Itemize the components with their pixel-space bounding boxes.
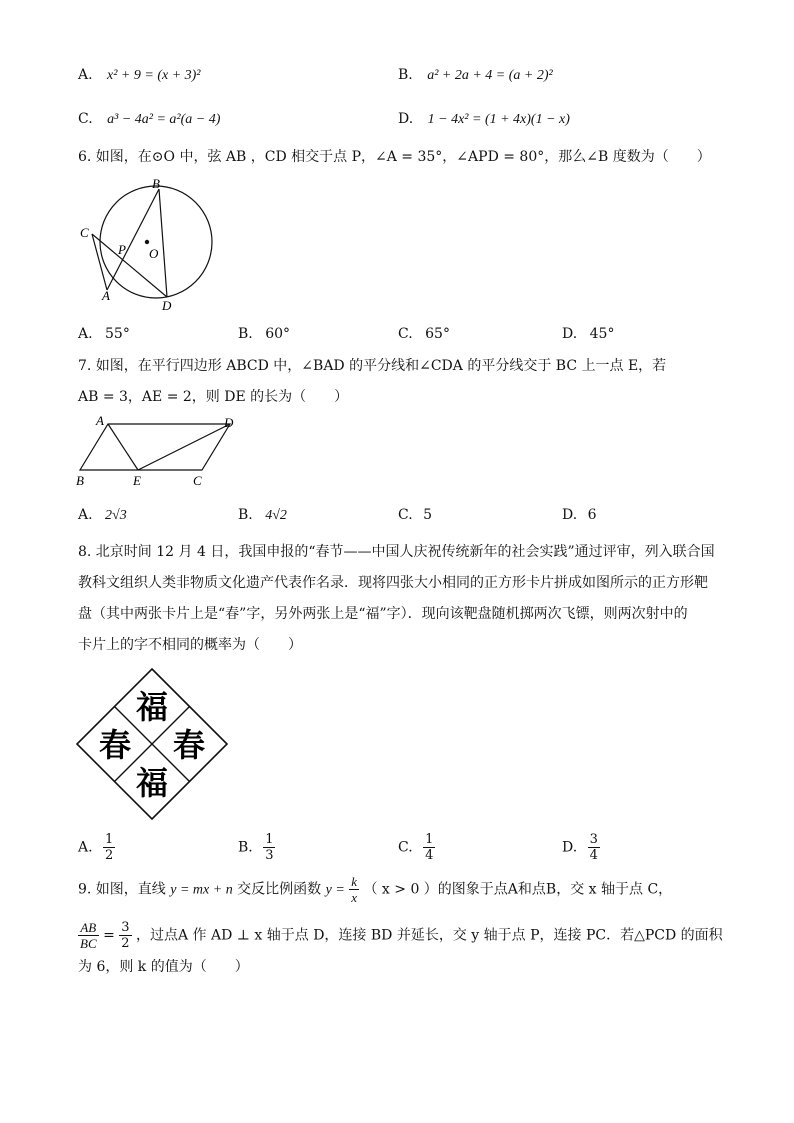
label-a: A — [96, 413, 104, 428]
option-label: B. — [238, 326, 253, 342]
q9-ratio — [78, 920, 99, 951]
option-label: D. — [562, 326, 578, 342]
option-label: C. — [78, 111, 93, 127]
fraction-numerator: 1 — [105, 832, 114, 847]
option-label: A. — [78, 839, 93, 856]
label-a: A — [102, 288, 110, 303]
card-left-chun: 春 — [98, 727, 132, 763]
q9-line2 — [78, 920, 723, 951]
q9-text-part4: ，过点A 作 AD ⊥ x 轴于点 D，连接 BD 并延长，交 y 轴于点 P，连接 PC．若△PCD 的面积 — [136, 927, 723, 944]
q5-option-d[interactable] — [398, 110, 570, 129]
q8-target-board — [74, 666, 230, 822]
q9-text-part3: （ x > 0 ）的图象于点A和点B，交 x 轴于点 C， — [363, 881, 673, 898]
option-fraction — [423, 832, 435, 863]
fraction-numerator: 1 — [425, 832, 434, 847]
label-p: P — [118, 242, 126, 257]
q8-line4: 卡片上的字不相同的概率为（ ） — [78, 637, 302, 653]
option-label: C. — [398, 507, 413, 523]
option-value: 6 — [587, 507, 597, 523]
fraction-denominator: 2 — [121, 936, 130, 951]
q7-parallelogram-figure — [72, 410, 252, 490]
q6-stem: 6. 如图，在⊙O 中，弦 AB ，CD 相交于点 P，∠A = 35°，∠APD = 80°，那么∠B 度数为（ ） — [78, 149, 711, 165]
option-label: A. — [78, 507, 93, 523]
option-fraction — [263, 832, 275, 863]
label-e: E — [133, 473, 141, 488]
q7-stem-line2: AB = 3，AE = 2，则 DE 的长为（ ） — [78, 389, 349, 405]
fraction-denominator: x — [351, 890, 358, 905]
option-expression: a³ − 4a² = a²(a − 4) — [107, 112, 221, 127]
option-label: B. — [398, 67, 413, 83]
q8-option-d[interactable] — [562, 832, 600, 863]
option-value: 65° — [425, 326, 450, 342]
fraction-numerator: 3 — [589, 832, 598, 847]
option-value: 5 — [423, 507, 433, 523]
q9-function-lhs: y = — [325, 882, 345, 898]
q9-text-part1: 9. 如图，直线 — [78, 881, 166, 898]
q9-line1 — [78, 874, 672, 905]
option-label: D. — [562, 507, 578, 523]
option-expression: 1 − 4x² = (1 + 4x)(1 − x) — [427, 112, 570, 127]
q9-ratio-value — [119, 920, 131, 951]
fraction-denominator: BC — [80, 936, 97, 951]
option-fraction — [588, 832, 600, 863]
q9-equals: = — [103, 927, 115, 944]
option-label: C. — [398, 839, 413, 856]
option-label: B. — [238, 839, 253, 856]
q8-option-a[interactable] — [78, 832, 115, 863]
q6-circle-figure — [72, 172, 242, 314]
label-o: O — [149, 246, 159, 261]
label-c: C — [80, 225, 89, 240]
label-c: C — [193, 473, 202, 488]
q7-option-a[interactable] — [78, 506, 127, 525]
option-value: 60° — [265, 326, 291, 342]
q8-option-b[interactable] — [238, 832, 275, 863]
fraction-numerator: k — [351, 874, 358, 889]
option-value: 4√2 — [265, 508, 287, 523]
fraction-denominator: 4 — [589, 848, 598, 863]
label-d: D — [224, 415, 234, 430]
q6-option-c[interactable] — [398, 325, 450, 343]
q9-line-equation: y = mx + n — [170, 882, 233, 898]
q5-option-c[interactable] — [78, 110, 220, 129]
card-top-fu: 福 — [135, 689, 169, 725]
fraction-denominator: 3 — [265, 848, 274, 863]
option-label: D. — [562, 839, 578, 856]
option-label: A. — [78, 326, 93, 342]
q5-option-a[interactable] — [78, 66, 201, 85]
option-expression: a² + 2a + 4 = (a + 2)² — [427, 68, 553, 83]
q7-option-c[interactable] — [398, 506, 432, 524]
fraction-numerator: AB — [78, 920, 99, 936]
circle-o — [100, 186, 212, 298]
fraction-numerator: 1 — [265, 832, 274, 847]
fraction-denominator: 2 — [105, 848, 114, 863]
center-o-dot — [145, 240, 149, 244]
q8-line2: 教科文组织人类非物质文化遗产代表作名录．现将四张大小相同的正方形卡片拼成如图所示的正方形靶 — [78, 575, 708, 591]
card-right-chun: 春 — [172, 727, 206, 763]
q6-option-d[interactable] — [562, 325, 614, 343]
q7-option-b[interactable] — [238, 506, 287, 525]
segment-ae — [108, 424, 138, 470]
option-expression: x² + 9 = (x + 3)² — [107, 68, 201, 83]
q8-line3: 盘（其中两张卡片上是“春”字，另外两张上是“福”字）．现向该靶盘随机掷两次飞镖，则两次射中的 — [78, 606, 688, 622]
option-value: 45° — [589, 326, 615, 342]
q7-stem-line1: 7. 如图，在平行四边形 ABCD 中，∠BAD 的平分线和∠CDA 的平分线交于 BC 上一点 E，若 — [78, 358, 667, 374]
fraction-denominator: 4 — [425, 848, 434, 863]
label-d: D — [162, 298, 172, 313]
segment-bd — [159, 189, 167, 297]
q9-text-part2: 交反比例函数 — [237, 881, 322, 898]
label-b: B — [76, 473, 84, 488]
option-label: C. — [398, 326, 413, 342]
q6-option-b[interactable] — [238, 325, 290, 343]
fraction-numerator: 3 — [121, 920, 130, 935]
label-b: B — [152, 176, 160, 191]
q8-option-c[interactable] — [398, 832, 435, 863]
parallelogram-abcd — [80, 424, 230, 470]
option-value: 2√3 — [105, 508, 127, 523]
option-value: 55° — [105, 326, 130, 342]
q5-option-b[interactable] — [398, 66, 553, 85]
q9-k-over-x — [349, 874, 359, 905]
q7-option-d[interactable] — [562, 506, 597, 524]
q6-option-a[interactable] — [78, 325, 130, 343]
option-fraction — [103, 832, 115, 863]
q8-line1: 8. 北京时间 12 月 4 日，我国申报的“春节——中国人庆祝传统新年的社会实践”通过评审，列入联合国 — [78, 544, 715, 560]
card-bottom-fu: 福 — [135, 765, 169, 801]
option-label: A. — [78, 67, 93, 83]
option-label: D. — [398, 111, 414, 127]
option-label: B. — [238, 507, 253, 523]
q9-line3: 为 6，则 k 的值为（ ） — [78, 959, 249, 975]
